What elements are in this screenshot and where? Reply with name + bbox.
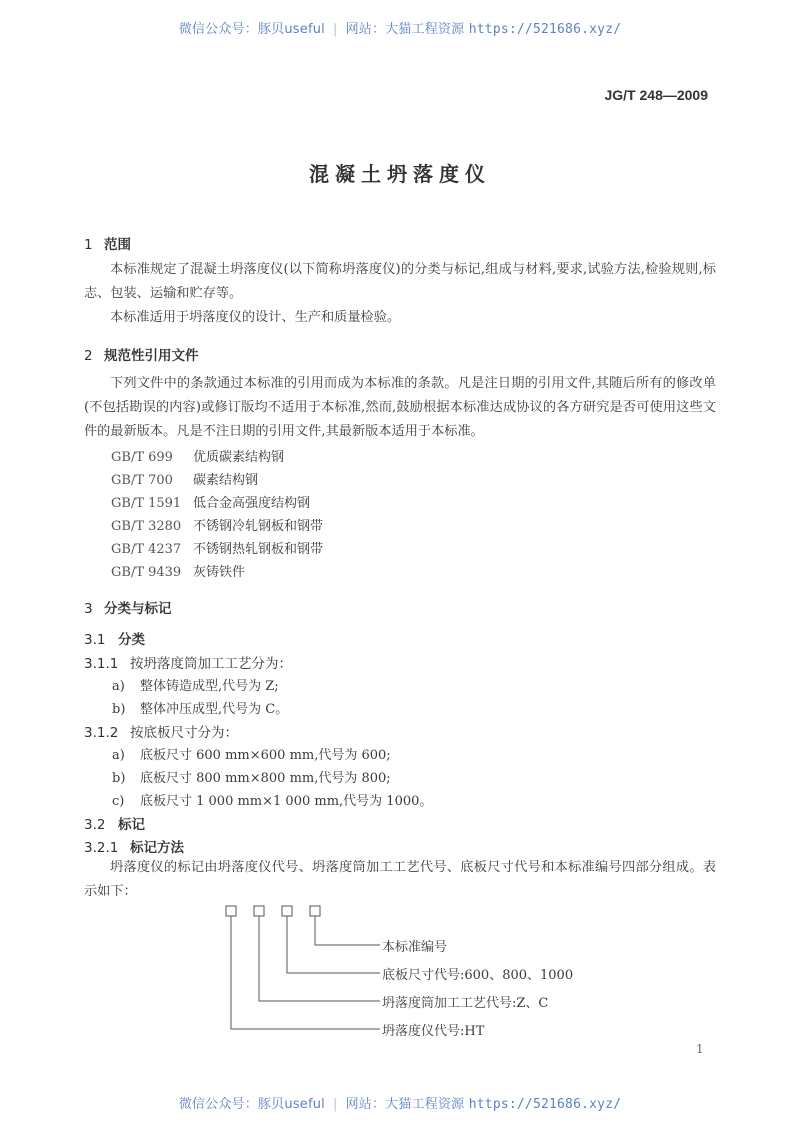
list-text: 整体铸造成型,代号为 Z; <box>140 679 279 694</box>
document-title: 混凝土坍落度仪 <box>309 162 491 186</box>
section-2-paragraph: 下列文件中的条款通过本标准的引用而成为本标准的条款。凡是注日期的引用文件,其随后所有的修改单(不包括勘误的内容)或修订版均不适用于本标准,然而,鼓励根据本标准达成协议的各方研究是否可使用这些文件的最新版本。凡是不注日期的引用文件,其最新版本适用于本标准。 <box>84 376 716 439</box>
list-item <box>112 744 391 763</box>
list-marker: b) <box>112 771 126 786</box>
section-title: 按坍落度筒加工工艺分为： <box>130 656 292 672</box>
reference-item <box>111 469 258 488</box>
reference-code: GB/T 3280 <box>111 519 182 534</box>
section-3-1-1-heading <box>84 652 292 672</box>
section-number: 3.1.2 <box>84 725 119 741</box>
reference-title: 不锈钢热轧钢板和钢带 <box>193 542 324 557</box>
reference-code: GB/T 699 <box>111 450 173 465</box>
reference-code: GB/T 4237 <box>111 542 182 557</box>
diagram-label-process: 坍落度筒加工工艺代号:Z、C <box>382 996 549 1011</box>
list-text: 底板尺寸 800 mm×800 mm,代号为 800; <box>140 771 391 786</box>
section-3-2-1-heading <box>84 836 184 856</box>
page-number: 1 <box>696 1042 704 1056</box>
watermark-url[interactable]: https://521686.xyz/ <box>468 1097 622 1112</box>
diagram-label-product-code: 坍落度仪代号:HT <box>382 1024 485 1039</box>
diagram-label-base-size: 底板尺寸代号:600、800、1000 <box>382 968 574 983</box>
section-title: 分类 <box>118 632 145 648</box>
section-1-paragraph-2: 本标准适用于坍落度仪的设计、生产和质量检验。 <box>110 310 401 325</box>
section-title: 分类与标记 <box>104 601 172 617</box>
section-3-1-2-heading <box>84 721 238 741</box>
section-3-1-heading <box>84 628 145 648</box>
reference-item <box>111 492 310 511</box>
reference-title: 低合金高强度结构钢 <box>193 496 311 511</box>
list-text: 底板尺寸 1 000 mm×1 000 mm,代号为 1000。 <box>140 794 433 809</box>
section-number: 3.2 <box>84 817 106 833</box>
reference-item <box>111 515 323 534</box>
section-number: 3 <box>84 601 93 617</box>
watermark-url[interactable]: https://521686.xyz/ <box>468 22 622 37</box>
reference-title: 碳素结构钢 <box>193 473 259 488</box>
diagram-label-standard-number: 本标准编号 <box>382 940 448 955</box>
watermark-separator: | <box>332 22 338 37</box>
watermark-wechat: 微信公众号：豚贝useful <box>178 1097 325 1112</box>
section-title: 按底板尺寸分为： <box>130 725 238 741</box>
reference-code: GB/T 700 <box>111 473 173 488</box>
list-marker: a) <box>112 679 125 694</box>
reference-title: 灰铸铁件 <box>193 565 246 580</box>
list-item <box>112 790 432 809</box>
section-number: 3.1 <box>84 632 106 648</box>
reference-code: GB/T 9439 <box>111 565 182 580</box>
section-3-2-1-paragraph: 坍落度仪的标记由坍落度仪代号、坍落度筒加工工艺代号、底板尺寸代号和本标准编号四部分组成。表示如下： <box>84 860 716 899</box>
section-title: 范围 <box>104 237 131 253</box>
watermark-wechat: 微信公众号：豚贝useful <box>178 22 325 37</box>
watermark-site: 网站：大猫工程资源 <box>345 22 465 37</box>
watermark-bottom <box>0 1093 800 1112</box>
section-title: 标记 <box>118 817 145 833</box>
list-item <box>112 698 288 717</box>
watermark-site: 网站：大猫工程资源 <box>345 1097 465 1112</box>
section-1-paragraph-1: 本标准规定了混凝土坍落度仪(以下简称坍落度仪)的分类与标记,组成与材料,要求,试验方法,检验规则,标志、包装、运输和贮存等。 <box>84 262 716 301</box>
section-number: 2 <box>84 348 93 364</box>
section-title: 标记方法 <box>130 840 184 856</box>
watermark-top <box>0 18 800 37</box>
section-number: 1 <box>84 237 93 253</box>
section-1-heading <box>84 233 131 253</box>
list-text: 底板尺寸 600 mm×600 mm,代号为 600; <box>140 748 391 763</box>
marking-diagram <box>220 900 620 1045</box>
list-marker: a) <box>112 748 125 763</box>
list-item <box>112 675 279 694</box>
reference-title: 不锈钢冷轧钢板和钢带 <box>193 519 324 534</box>
standard-number: JG/T 248—2009 <box>604 87 708 103</box>
list-marker: b) <box>112 702 126 717</box>
reference-item <box>111 446 284 465</box>
section-3-heading <box>84 597 172 617</box>
list-marker: c) <box>112 794 125 809</box>
section-2-heading <box>84 344 199 364</box>
section-title: 规范性引用文件 <box>104 348 199 364</box>
section-3-2-heading <box>84 813 145 833</box>
list-text: 整体冲压成型,代号为 C。 <box>140 702 289 717</box>
reference-item <box>111 561 245 580</box>
reference-item <box>111 538 323 557</box>
reference-title: 优质碳素结构钢 <box>193 450 285 465</box>
list-item <box>112 767 391 786</box>
reference-code: GB/T 1591 <box>111 496 182 511</box>
section-number: 3.2.1 <box>84 840 119 856</box>
section-number: 3.1.1 <box>84 656 119 672</box>
watermark-separator: | <box>332 1097 338 1112</box>
